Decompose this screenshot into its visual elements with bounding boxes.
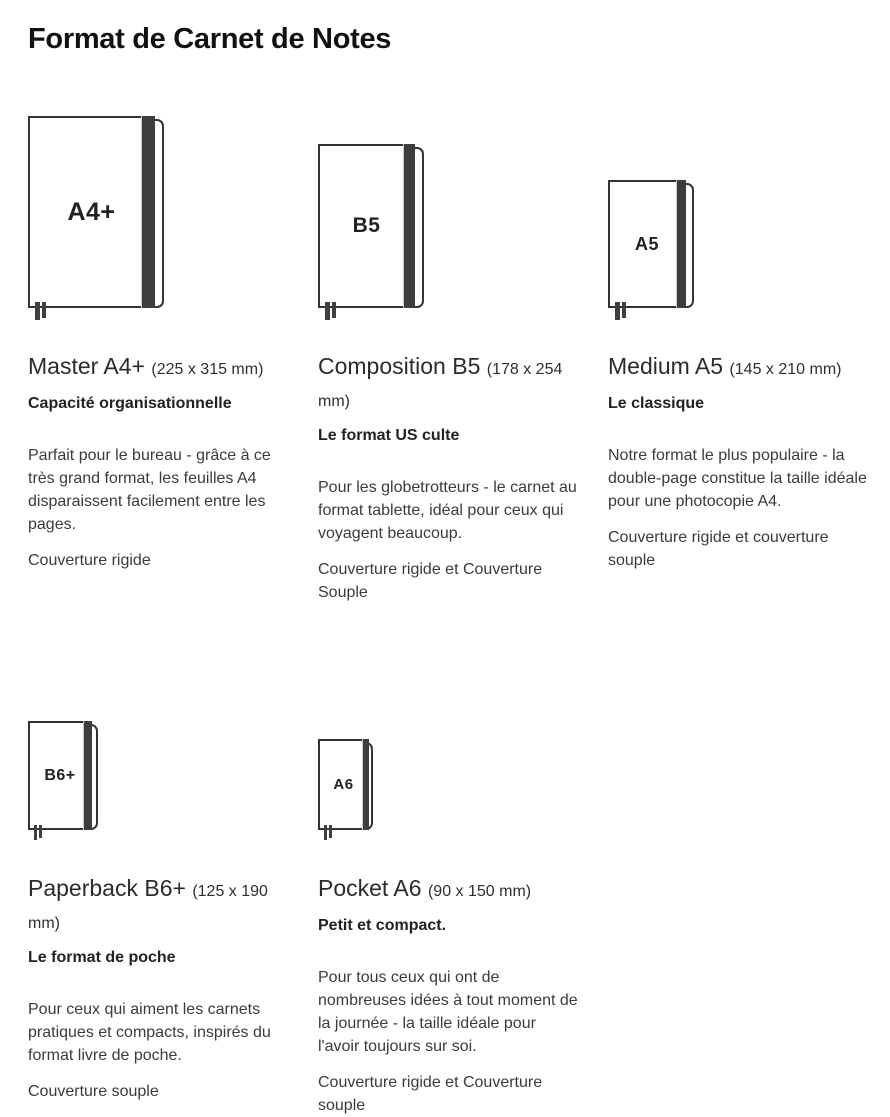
elastic-band <box>676 180 686 308</box>
format-tagline: Capacité organisationnelle <box>28 395 232 412</box>
formats-row-2 <box>28 720 872 1117</box>
format-description: Pour les globetrotteurs - le carnet au format tablette, idéal pour ceux qui voyagent beaucoup. <box>318 479 577 542</box>
format-description: Pour ceux qui aiment les carnets pratiques et compacts, inspirés du format livre de poche. <box>28 1001 271 1064</box>
elastic-band <box>141 116 155 308</box>
format-cover-options: Couverture rigide et Couverture souple <box>318 1074 543 1114</box>
page-title: Format de Carnet de Notes <box>28 23 392 55</box>
format-cover-options: Couverture rigide et couverture souple <box>608 529 829 569</box>
notebook-illustration-area <box>28 720 294 830</box>
format-description-block <box>608 352 870 572</box>
format-tagline: Le format de poche <box>28 949 176 966</box>
format-name-text: Medium A5 <box>608 353 724 379</box>
bookmark-ribbon-icon <box>329 825 332 838</box>
format-name-text: Composition B5 <box>318 353 481 379</box>
format-card-composition-b5 <box>318 100 584 604</box>
notebook-illustration-a5 <box>608 180 686 308</box>
notebook-illustration-a6 <box>318 739 369 830</box>
notebook-size-label: A6 <box>333 776 354 793</box>
format-description: Pour tous ceux qui ont de nombreuses idées à tout moment de la journée - la taille idéale pour l'avoir toujours sur soi. <box>318 969 578 1055</box>
notebook-illustration-b5 <box>318 144 415 308</box>
format-cover-options: Couverture souple <box>28 1083 159 1100</box>
format-name <box>318 352 580 416</box>
format-name <box>608 352 870 384</box>
format-card-paperback-b6plus <box>28 720 294 1117</box>
format-description-block <box>28 352 290 572</box>
format-dimensions: (145 x 210 mm) <box>729 361 842 378</box>
elastic-band <box>83 721 92 830</box>
format-name-text: Paperback B6+ <box>28 875 186 901</box>
bookmark-ribbon-icon <box>325 302 330 320</box>
notebook-illustration-area <box>608 100 874 308</box>
format-cover-options: Couverture rigide et Couverture Souple <box>318 561 543 601</box>
formats-row-1 <box>28 100 872 604</box>
notebook-illustration-a4plus <box>28 116 155 308</box>
bookmark-ribbon-icon <box>42 302 46 318</box>
format-name-text: Master A4+ <box>28 353 145 379</box>
bookmark-ribbon-icon <box>615 302 620 320</box>
bookmark-ribbon-icon <box>622 302 626 318</box>
format-dimensions: (178 x 254 mm) <box>318 361 563 410</box>
elastic-band <box>362 739 369 830</box>
format-tagline: Le format US culte <box>318 427 460 444</box>
format-name <box>28 874 290 938</box>
format-name <box>28 352 290 384</box>
format-dimensions: (90 x 150 mm) <box>427 883 532 900</box>
notebook-size-label: B5 <box>352 214 381 237</box>
bookmark-ribbon-icon <box>39 825 42 838</box>
format-dimensions: (225 x 315 mm) <box>151 361 264 378</box>
format-description: Notre format le plus populaire - la double-page constitue la taille idéale pour une photocopie A4. <box>608 447 867 510</box>
bookmark-ribbon-icon <box>324 825 327 840</box>
format-dimensions: (125 x 190 mm) <box>28 883 268 932</box>
format-description-block <box>28 874 290 1103</box>
notebook-size-label: A5 <box>634 233 659 254</box>
format-card-medium-a5 <box>608 100 874 604</box>
format-description-block <box>318 874 580 1117</box>
format-cover-options: Couverture rigide <box>28 552 151 569</box>
notebook-illustration-b6plus <box>28 721 92 830</box>
notebook-illustration-area <box>318 100 584 308</box>
notebook-illustration-area <box>28 100 294 308</box>
format-card-master-a4plus <box>28 100 294 604</box>
bookmark-ribbon-icon <box>35 302 40 320</box>
format-description: Parfait pour le bureau - grâce à ce très grand format, les feuilles A4 disparaissent facilement entre les pages. <box>28 447 271 533</box>
notebook-size-label: B6+ <box>44 766 76 784</box>
format-name <box>318 874 580 906</box>
format-tagline: Le classique <box>608 395 705 412</box>
format-card-pocket-a6 <box>318 720 584 1117</box>
format-name-text: Pocket A6 <box>318 875 422 901</box>
notebook-size-label: A4+ <box>67 197 116 226</box>
format-description-block <box>318 352 580 604</box>
notebook-illustration-area <box>318 720 584 830</box>
bookmark-ribbon-icon <box>34 825 37 840</box>
elastic-band <box>403 144 415 308</box>
format-tagline: Petit et compact. <box>318 917 447 934</box>
bookmark-ribbon-icon <box>332 302 336 318</box>
